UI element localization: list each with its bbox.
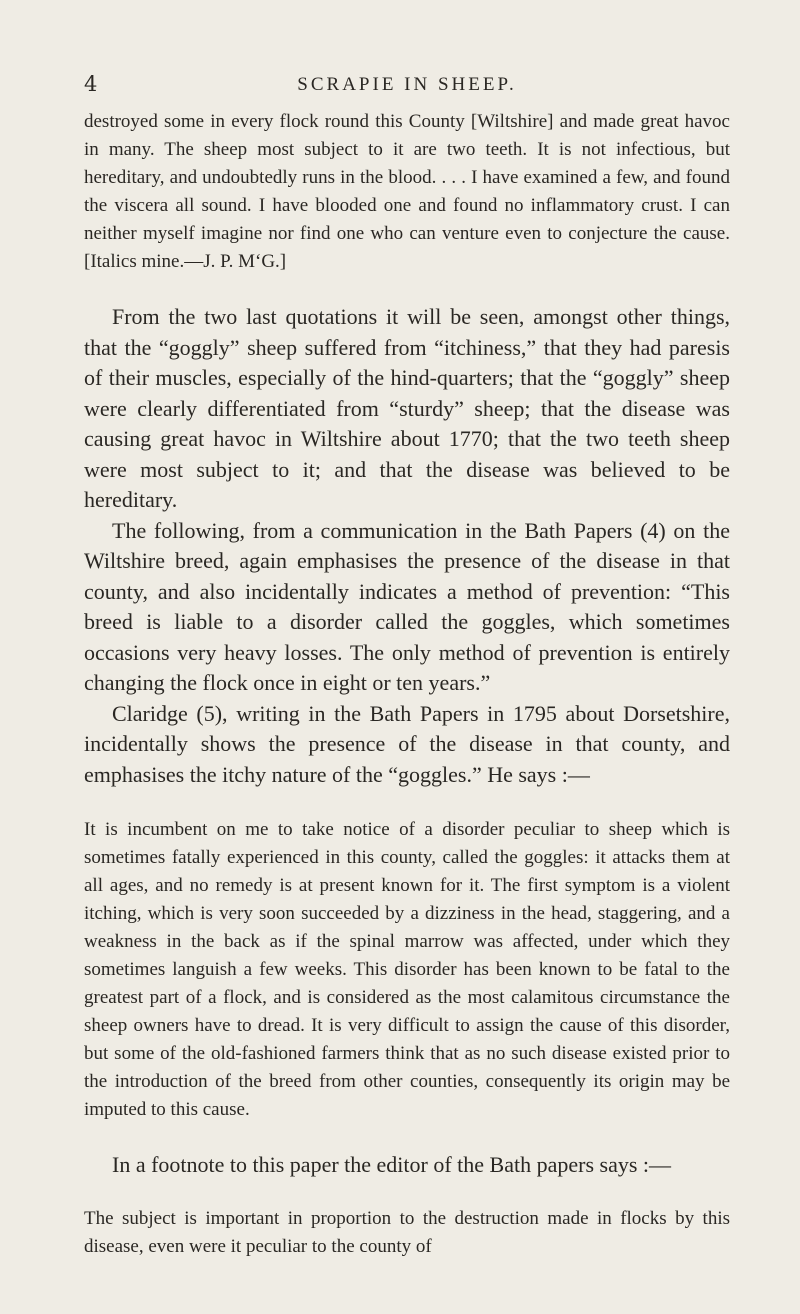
body-paragraph-quotations: From the two last quotations it will be seen, amongst other things, that the “goggly” sheep suffered from “itchiness,” that they had paresis of their muscles, especially of the hind-quarters; that the “goggly” sheep were clearly differentiated from “sturdy” sheep; that the disease was causing great havoc in Wiltshire about 1770; that the two teeth sheep were most subject to it; and that the disease was believed to be hereditary. [84, 304, 730, 512]
block-quote-dorsetshire [84, 816, 730, 1124]
block-quote-editor [84, 1205, 730, 1261]
body-section-1 [84, 302, 730, 790]
block-quote-wiltshire [84, 108, 730, 276]
running-title: SCRAPIE IN SHEEP. [297, 74, 517, 95]
page-number: 4 [84, 72, 99, 96]
quote-paragraph: destroyed some in every flock round this County [Wiltshire] and made great havoc in many. The sheep most subject to it are two teeth. It is not infectious, but hereditary, and undoubtedly runs in the blood. . . . I have examined a few, and found the viscera all sound. I have blooded one and found no inflammatory crust. I can neither myself imagine nor find one who can venture even to conjecture the cause. [Italics mine.—J. P. M‘G.] [84, 111, 730, 272]
body-paragraph-footnote: In a footnote to this paper the editor of the Bath papers says :— [112, 1152, 672, 1177]
quote-paragraph: The subject is important in proportion to the destruction made in flocks by this disease, even were it peculiar to the county of [84, 1208, 730, 1257]
running-head [84, 72, 730, 102]
body-paragraph-bath-papers: The following, from a communication in the Bath Papers (4) on the Wiltshire breed, again emphasises the presence of the disease in that county, and also incidentally indicates a method of prevention: “This breed is liable to a disorder called the goggles, which sometimes occasions very heavy losses. The only method of prevention is entirely changing the flock once in eight or ten years.” [84, 517, 730, 695]
body-section-2 [84, 1150, 730, 1181]
quote-paragraph: It is incumbent on me to take notice of a disorder peculiar to sheep which is sometimes fatally experienced in this county, called the goggles: it attacks them at all ages, and no remedy is at present known for it. The first symptom is a violent itching, which is very soon succeeded by a dizziness in the head, staggering, and a weakness in the back as if the spinal marrow was affected, under which they sometimes languish a few weeks. This disorder has been known to be fatal to the greatest part of a flock, and is considered as the most calamitous circumstance the sheep owners have to dread. It is very difficult to assign the cause of this disorder, but some of the old-fashioned farmers think that as no such disease existed prior to the introduction of the breed from other counties, consequently its origin may be imputed to this cause. [84, 819, 730, 1120]
body-paragraph-claridge: Claridge (5), writing in the Bath Papers in 1795 about Dorsetshire, incidentally shows the presence of the disease in that county, and emphasises the itchy nature of the “goggles.” He says :— [84, 700, 730, 787]
